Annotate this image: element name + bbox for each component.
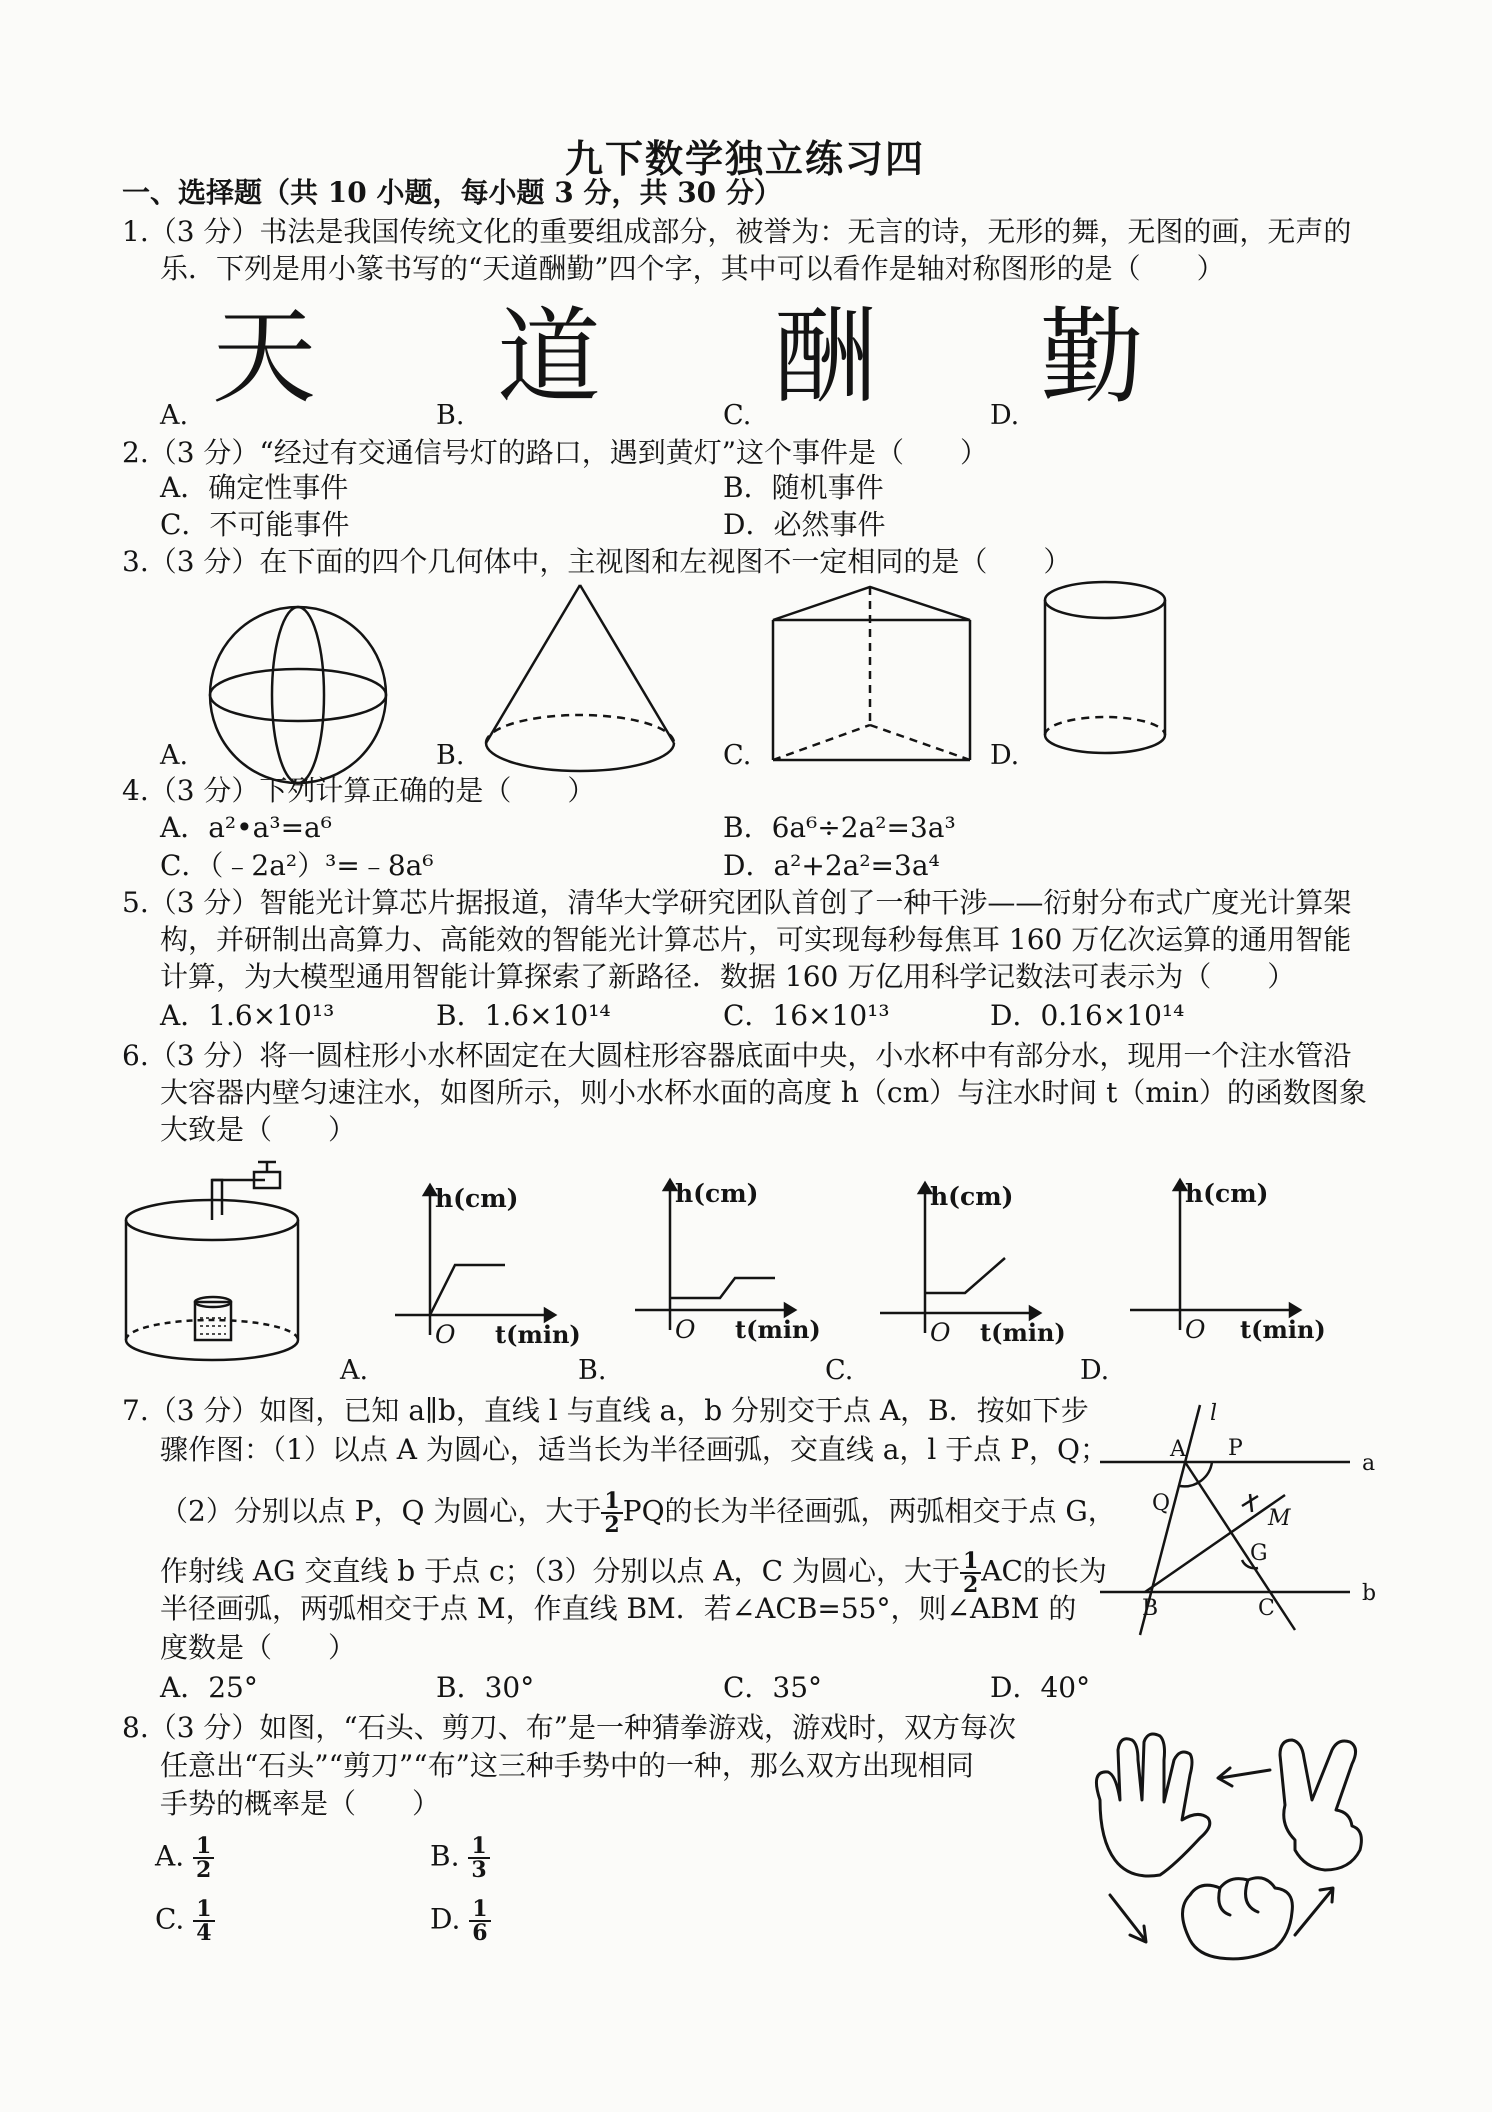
q6-graph-b [635,1179,821,1344]
scissors-hand-icon [1280,1740,1361,1870]
q1-option-d[interactable]: D. [990,400,1020,431]
q7-option-c[interactable]: C．35° [723,1671,823,1704]
q1-stem-line2: 乐．下列是用小篆书写的“天道酬勤”四个字，其中可以看作是轴对称图形的是（ ） [160,252,1225,285]
q8-stem-line2: 任意出“石头”“剪刀”“布”这三种手势中的一种，那么双方出现相同 [160,1749,974,1782]
q1-seal-char-1: 天 [212,296,317,418]
origin-d: O [1185,1315,1206,1344]
q7-stem-line6: 度数是（ ） [160,1631,357,1664]
q8-rock-paper-scissors-figure [1080,1730,1400,1970]
q1-seal-char-4: 勤 [1040,296,1145,418]
cylinder-figure [1045,582,1165,753]
q4-option-b[interactable]: B．6a⁶÷2a²=3a³ [723,811,956,844]
q3-option-d[interactable]: D. [990,740,1020,771]
label-pt-c: C [1258,1596,1275,1621]
q6-container-figure [120,1160,320,1360]
q8-stem-line3: 手势的概率是（ ） [160,1787,441,1820]
q5-stem-line3: 计算，为大模型通用智能计算探索了新路径．数据 160 万亿用科学记数法可表示为（ ） [160,960,1296,993]
label-b: b [1362,1581,1377,1606]
label-l: l [1210,1401,1218,1426]
q6-option-b[interactable]: B. [578,1355,607,1386]
q7-stem-line4: 作射线 AG 交直线 b 于点 c；（3）分别以点 A，C 为圆心，大于 $\frac{1}{2}$ AC的长为 [160,1548,1107,1598]
q4-option-a[interactable]: A．a²•a³=a⁶ [160,811,332,844]
q5-option-c[interactable]: C．16×10¹³ [723,999,890,1032]
q5-option-b[interactable]: B．1.6×10¹⁴ [436,999,611,1032]
q2-option-c[interactable]: C．不可能事件 [160,508,350,541]
ylabel-d: h(cm) [1185,1179,1269,1208]
q8-stem-line1: 8.（3 分）如图，“石头、剪刀、布”是一种猜拳游戏，游戏时，双方每次 [122,1711,1017,1744]
q1-stem-line1: 1.（3 分）书法是我国传统文化的重要组成部分，被誉为：无言的诗，无形的舞，无图的画，无声的 [122,215,1352,248]
label-pt-b: B [1142,1596,1159,1621]
q2-option-d[interactable]: D．必然事件 [723,508,886,541]
rock-hand-icon [1183,1878,1293,1959]
xlabel-c: t(min) [980,1318,1066,1347]
origin-a: O [435,1320,456,1349]
q8-option-a[interactable]: A. $\frac{1}{2}$ [155,1835,214,1881]
q3-option-a[interactable]: A. [160,740,189,771]
q6-option-a[interactable]: A. [340,1355,369,1386]
label-pt-g: G [1250,1541,1268,1566]
q7-geometry-figure [1100,1400,1400,1640]
q3-option-b[interactable]: B. [436,740,465,771]
q5-stem-line1: 5.（3 分）智能光计算芯片据报道，清华大学研究团队首创了一种干涉——衍射分布式广度光计算架 [122,886,1352,919]
q5-option-d[interactable]: D．0.16×10¹⁴ [990,999,1185,1032]
q8-option-b[interactable]: B. $\frac{1}{3}$ [430,1835,490,1881]
q6-stem-line2: 大容器内壁匀速注水，如图所示，则小水杯水面的高度 h（cm）与注水时间 t（min）的函数图象 [160,1076,1367,1109]
label-pt-p: P [1228,1436,1243,1461]
q8-option-c[interactable]: C. $\frac{1}{4}$ [155,1898,215,1944]
q6-graph-d [1130,1179,1326,1344]
arc-m-marks [1242,1494,1258,1512]
graph-c-curve [925,1258,1005,1293]
ylabel-b: h(cm) [675,1179,759,1208]
q7-stem-line1: 7.（3 分）如图，已知 a∥b，直线 l 与直线 a，b 分别交于点 A，B．按如下步 [122,1394,1089,1427]
q6-graph-c [880,1182,1066,1347]
label-a: a [1362,1451,1376,1476]
q1-seal-char-3: 酬 [773,296,878,418]
ylabel-a: h(cm) [435,1184,519,1213]
q4-option-c[interactable]: C．（﹣2a²）³=﹣8a⁶ [160,849,434,882]
cone-figure [486,585,674,771]
q4-option-d[interactable]: D．a²+2a²=3a⁴ [723,849,940,882]
q1-option-a[interactable]: A. [160,400,189,431]
half-fraction-pq: $\frac{1}{2}$ [601,1490,622,1536]
page-title: 九下数学独立练习四 [565,136,926,181]
sphere-figure [210,607,386,783]
q3-option-c[interactable]: C. [723,740,752,771]
q5-option-a[interactable]: A．1.6×10¹³ [160,999,335,1032]
q5-stem-line2: 构，并研制出高算力、高能效的智能光计算芯片，可实现每秒每焦耳 160 万亿次运算的通用智能 [160,923,1352,956]
q2-option-a[interactable]: A．确定性事件 [160,471,349,504]
q1-seal-char-2: 道 [497,296,602,418]
arrow-up-icon [1295,1888,1333,1935]
label-pt-q: Q [1152,1491,1171,1516]
xlabel-b: t(min) [735,1315,821,1344]
q6-graph-a [395,1184,581,1349]
q1-option-c[interactable]: C. [723,400,752,431]
q7-option-d[interactable]: D．40° [990,1671,1091,1704]
origin-c: O [930,1318,951,1347]
q7-stem-line2: 骤作图：（1）以点 A 为圆心，适当长为半径画弧，交直线 a，l 于点 P，Q； [160,1433,1108,1466]
xlabel-d: t(min) [1240,1315,1326,1344]
q7-option-a[interactable]: A．25° [160,1671,258,1704]
section-heading: 一、选择题（共 10 小题，每小题 3 分，共 30 分） [122,176,782,209]
graph-a-curve [430,1265,505,1315]
origin-b: O [675,1315,696,1344]
q2-stem: 2.（3 分）“经过有交通信号灯的路口，遇到黄灯”这个事件是（ ） [122,436,989,469]
half-fraction-ac: $\frac{1}{2}$ [960,1550,981,1596]
q3-stem: 3.（3 分）在下面的四个几何体中，主视图和左视图不一定相同的是（ ） [122,545,1072,578]
q7-stem-line5: 半径画弧，两弧相交于点 M，作直线 BM．若∠ACB=55°，则∠ABM 的 [160,1592,1077,1625]
label-pt-a: A [1170,1437,1186,1462]
q2-option-b[interactable]: B．随机事件 [723,471,884,504]
q4-stem: 4.（3 分）下列计算正确的是（ ） [122,774,596,807]
graph-b-curve [670,1278,775,1298]
arrow-down-icon [1110,1895,1146,1942]
q1-option-b[interactable]: B. [436,400,465,431]
q6-option-d[interactable]: D. [1080,1355,1110,1386]
arrow-left-icon [1218,1768,1270,1786]
paper-hand-icon [1096,1734,1209,1876]
q6-option-c[interactable]: C. [825,1355,854,1386]
label-pt-m: M [1268,1506,1291,1531]
q6-stem-line1: 6.（3 分）将一圆柱形小水杯固定在大圆柱形容器底面中央，小水杯中有部分水，现用一个注水管沿 [122,1039,1352,1072]
q6-stem-line3: 大致是（ ） [160,1113,357,1146]
ray-ag [1185,1462,1295,1630]
prism-figure [773,587,970,760]
q7-stem-line3: （2）分别以点 P，Q 为圆心，大于 $\frac{1}{2}$ PQ的长为半径画弧，两弧相交于点 G， [160,1488,1116,1538]
q7-option-b[interactable]: B．30° [436,1671,535,1704]
q8-option-d[interactable]: D. $\frac{1}{6}$ [430,1898,491,1944]
xlabel-a: t(min) [495,1320,581,1349]
ylabel-c: h(cm) [930,1182,1014,1211]
